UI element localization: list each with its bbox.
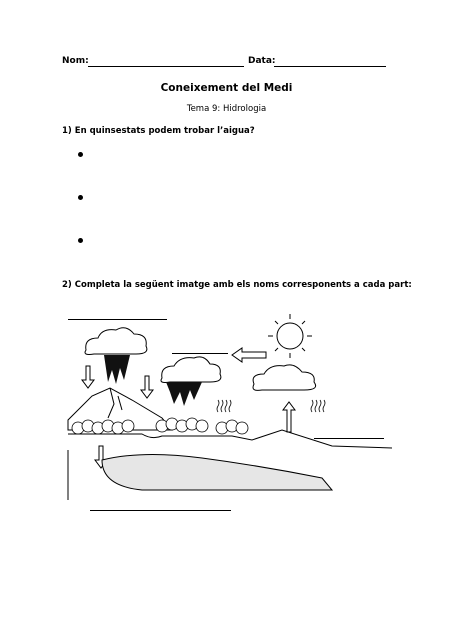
- name-label: Nom:: [62, 56, 89, 66]
- header-row: [62, 56, 386, 70]
- date-field[interactable]: [274, 66, 386, 67]
- water-cycle-diagram: [62, 300, 392, 520]
- bullet-3: [78, 238, 83, 243]
- cloud-icon: [85, 328, 147, 355]
- water-icon: [68, 430, 392, 500]
- page-title: Coneixement del Medi: [160, 82, 293, 94]
- question-2: 2) Completa la següent imatge amb els noms corresponents a cada part:: [62, 280, 412, 290]
- question-1: 1) En quinsestats podem trobar l’aigua?: [62, 126, 255, 136]
- bullet-2: [78, 195, 83, 200]
- date-label: Data:: [248, 56, 276, 66]
- rain-icon: [104, 355, 130, 384]
- name-field[interactable]: [88, 66, 244, 67]
- evaporation-icon: [217, 400, 325, 412]
- cloud-icon: [253, 365, 316, 391]
- sun-icon: [268, 314, 312, 358]
- bullet-1: [78, 152, 83, 157]
- cloud-icon: [161, 357, 221, 383]
- page-subtitle: Tema 9: Hidrologia: [186, 104, 267, 114]
- rain-icon: [166, 382, 202, 406]
